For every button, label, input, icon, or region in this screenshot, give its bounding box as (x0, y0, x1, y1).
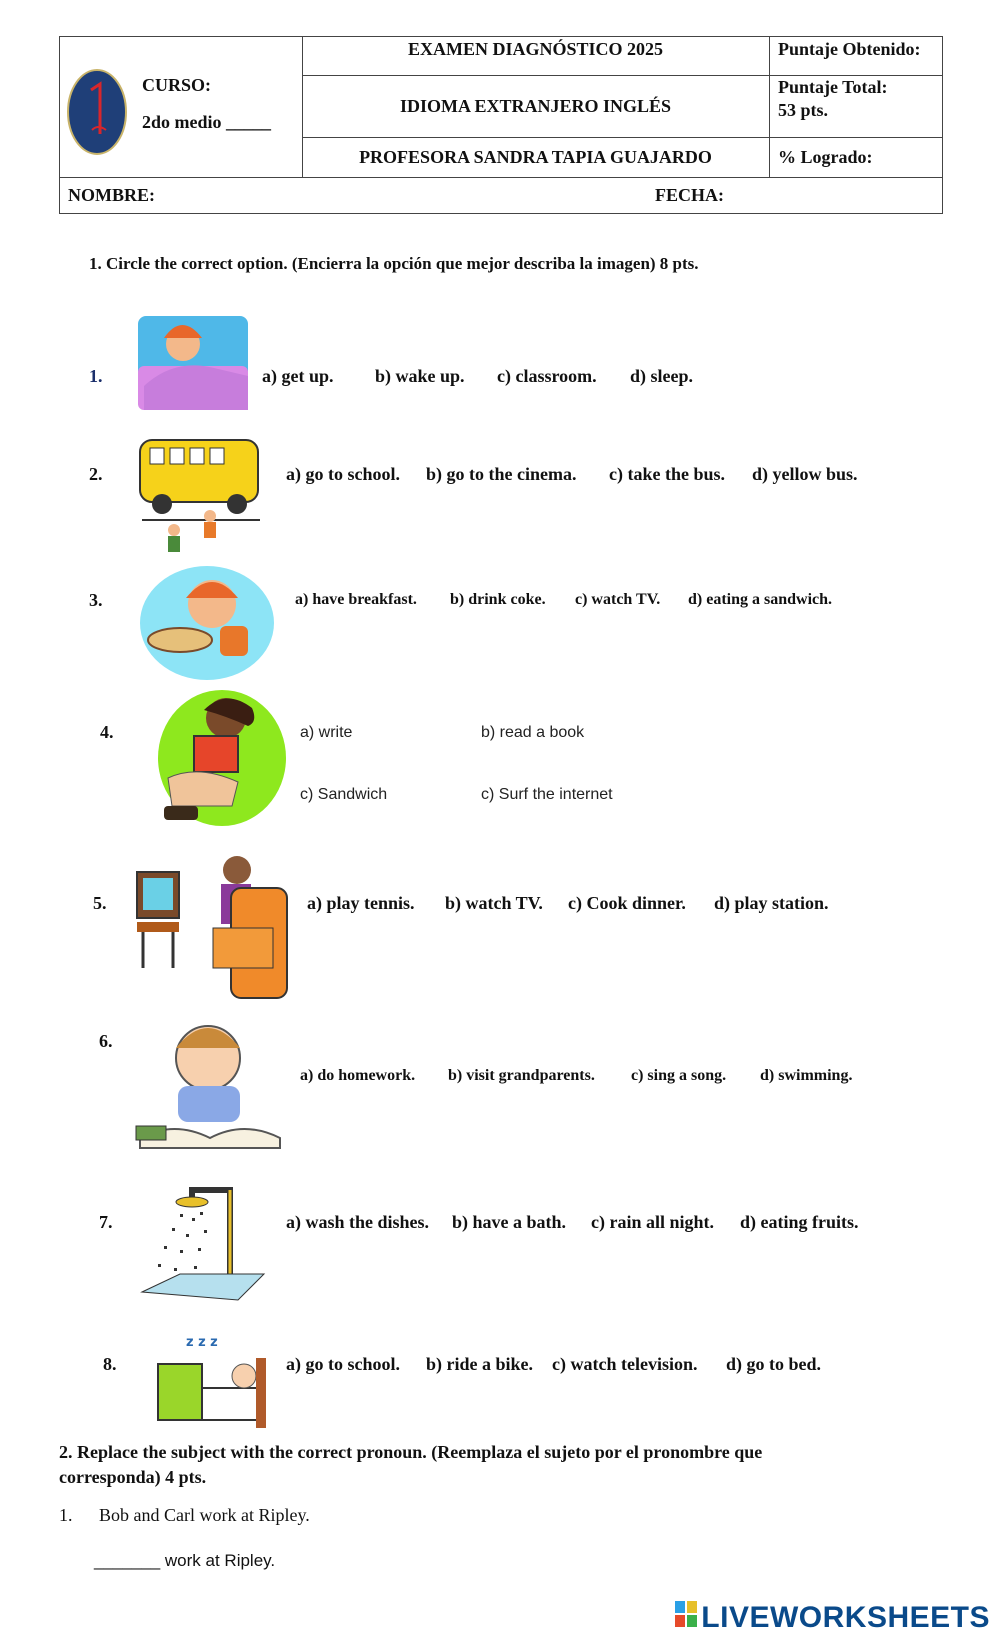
date-label: FECHA: (655, 185, 724, 205)
score-obtained-label: Puntaje Obtenido: (778, 39, 921, 59)
item-number: 3. (89, 590, 103, 610)
reading-picture-icon (154, 688, 288, 828)
option-a[interactable]: a) get up. (262, 366, 334, 386)
name-label: NOMBRE: (68, 185, 155, 205)
option-d[interactable]: d) swimming. (760, 1067, 853, 1084)
school-logo-icon (66, 68, 128, 156)
score-total-label: Puntaje Total: (778, 77, 888, 97)
option-d[interactable]: c) Surf the internet (481, 786, 613, 803)
pronoun-answer-line[interactable]: _______ work at Ripley. (94, 1551, 276, 1570)
liveworksheets-logo (675, 1600, 990, 1635)
option-b[interactable]: b) ride a bike. (426, 1354, 534, 1374)
item-number: 2. (89, 464, 103, 484)
item-number: 6. (99, 1031, 113, 1051)
option-d[interactable]: d) go to bed. (726, 1354, 822, 1374)
option-b[interactable]: b) wake up. (375, 366, 465, 386)
homework-picture-icon (134, 1014, 284, 1160)
option-a[interactable]: a) go to school. (286, 464, 400, 484)
breakfast-picture-icon (138, 564, 276, 682)
liveworksheets-icon (675, 1601, 697, 1635)
option-d[interactable]: d) eating fruits. (740, 1212, 859, 1232)
item-number: 8. (103, 1354, 117, 1374)
score-total-value: 53 pts. (778, 100, 829, 120)
section2-instruction-line2: corresponda) 4 pts. (59, 1467, 207, 1487)
option-a[interactable]: a) play tennis. (307, 893, 415, 913)
item-number: 7. (99, 1212, 113, 1232)
exam-title: EXAMEN DIAGNÓSTICO 2025 (407, 39, 664, 59)
option-a[interactable]: a) have breakfast. (295, 591, 417, 608)
teacher-name: PROFESORA SANDRA TAPIA GUAJARDO (359, 147, 712, 167)
option-b[interactable]: b) go to the cinema. (426, 464, 577, 484)
option-d[interactable]: d) sleep. (630, 366, 693, 386)
item-number: 4. (100, 722, 114, 742)
item-number: 1. (59, 1505, 73, 1525)
option-c[interactable]: c) sing a song. (631, 1067, 727, 1084)
option-d[interactable]: d) play station. (714, 893, 829, 913)
option-b[interactable]: b) visit grandparents. (448, 1067, 595, 1084)
curso-label: CURSO: (142, 75, 212, 95)
option-b[interactable]: b) watch TV. (445, 893, 543, 913)
wake-up-picture-icon (138, 316, 248, 410)
option-b[interactable]: b) drink coke. (450, 591, 546, 608)
option-a[interactable]: a) go to school. (286, 1354, 400, 1374)
header-table (59, 36, 943, 214)
subject-title: IDIOMA EXTRANJERO INGLÉS (399, 96, 672, 116)
option-c[interactable]: c) classroom. (497, 366, 597, 386)
option-a[interactable]: a) wash the dishes. (286, 1212, 430, 1232)
watch-tv-picture-icon (133, 848, 293, 1008)
curso-value: 2do medio _____ (142, 112, 272, 132)
option-a[interactable]: a) do homework. (300, 1067, 416, 1084)
brand-name: LIVEWORKSHEETS (701, 1601, 990, 1634)
option-c[interactable]: c) rain all night. (591, 1212, 715, 1232)
option-a[interactable]: a) write (300, 724, 353, 741)
option-c[interactable]: c) take the bus. (609, 464, 725, 484)
go-to-bed-picture-icon (156, 1328, 272, 1430)
percent-label: % Logrado: (778, 147, 873, 167)
option-c[interactable]: c) watch television. (552, 1354, 698, 1374)
option-c[interactable]: c) Sandwich (300, 786, 388, 803)
pronoun-sentence: Bob and Carl work at Ripley. (99, 1505, 310, 1525)
item-number: 5. (93, 893, 107, 913)
option-b[interactable]: b) have a bath. (452, 1212, 567, 1232)
section1-instruction: 1. Circle the correct option. (Encierra la opción que mejor describa la imagen) 8 pts. (89, 254, 699, 273)
option-d[interactable]: d) eating a sandwich. (688, 591, 833, 608)
item-number: 1. (89, 366, 103, 386)
shower-picture-icon (140, 1178, 272, 1302)
option-c[interactable]: c) Cook dinner. (568, 893, 686, 913)
option-c[interactable]: c) watch TV. (575, 591, 661, 608)
school-bus-picture-icon (132, 432, 267, 567)
option-b[interactable]: b) read a book (481, 724, 585, 741)
option-d[interactable]: d) yellow bus. (752, 464, 858, 484)
section2-instruction-line1: 2. Replace the subject with the correct pronoun. (Reemplaza el sujeto por el pronombre que (59, 1442, 763, 1462)
svg-text:z z z: z z z (186, 1335, 218, 1350)
